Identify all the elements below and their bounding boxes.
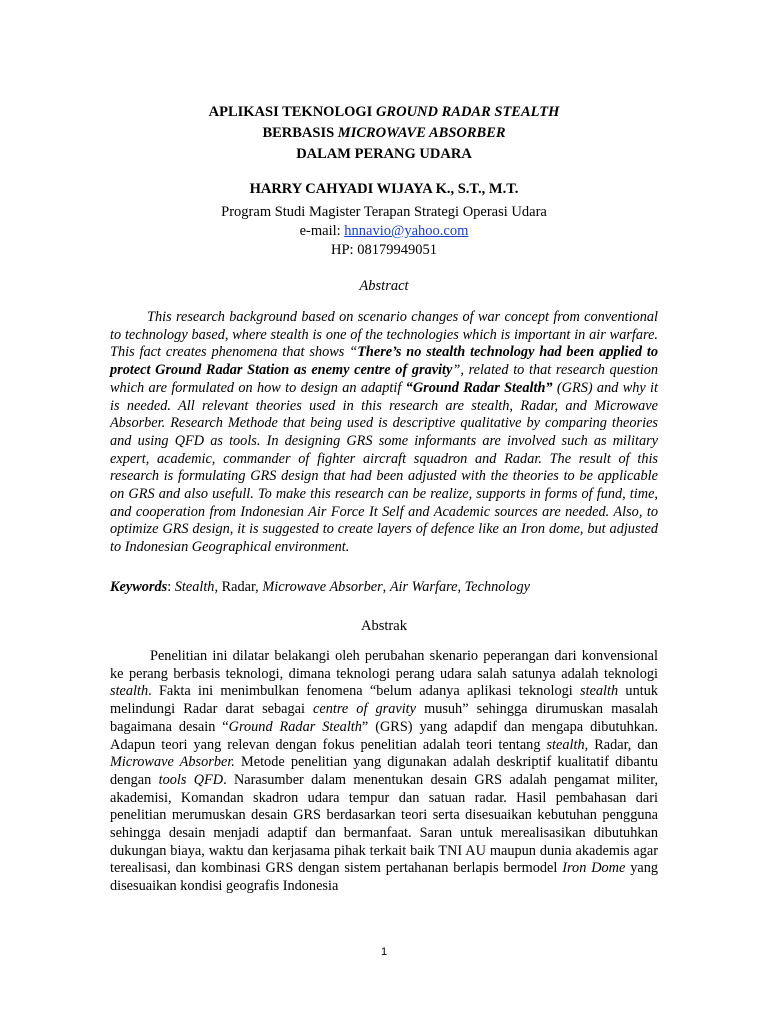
abstrak-segment-italic: Iron Dome (562, 860, 626, 877)
keyword: Air Warfare (389, 579, 458, 595)
keywords-separator: : (167, 579, 175, 595)
keyword-separator: , Radar, (214, 579, 263, 595)
title-line-2-plain: BERBASIS (262, 125, 338, 141)
abstrak-segment: ” (GRS) yang adapdif dan mengapa dibutuhkan. Adapun teori yang relevan dengan fokus penelitian adalah teori tentang (110, 718, 658, 753)
abstrak-segment-italic: Ground Radar Stealth (228, 718, 362, 735)
keyword-separator: , (457, 579, 465, 595)
abstract-body (110, 309, 658, 557)
abstract-segment: ”, related to that research question which are formulated on how to design an adaptif (110, 362, 658, 396)
author-affiliation: Program Studi Magister Terapan Strategi Operasi Udara (221, 204, 547, 220)
abstrak-segment: Penelitian ini dilatar belakangi oleh perubahan skenario peperangan dari konvensional ke perang berbasis teknologi, dimana teknologi perang udara salah satunya adalah teknologi (110, 648, 658, 682)
title-line-1-italic: GROUND RADAR STEALTH (375, 104, 560, 120)
abstrak-segment: . Narasumber dalam menentukan desain GRS adalah pengamat militer, akademisi, Komandan skadron udara tempur dan satuan radar. Hasil pembahasan dari penelitian merumuskan desain GRS berdasarkan teori serta disesuaikan kebutuhan pengguna sehingga desain menjadi adaptif dan bermanfaat. Saran untuk merealisasikan dibutuhkan dukungan biaya, waktu dan kerjasama pihak terkait baik TNI AU maupun dunia akademis agar terealisasi, dan kombinasi GRS dengan sistem pertahanan berlapis bermodel (110, 771, 659, 877)
title-line-2-italic: MICROWAVE ABSORBER (337, 125, 506, 141)
abstrak-segment-italic: Microwave Absorber. (110, 754, 235, 771)
email-link[interactable]: hnnavio@yahoo.com (344, 223, 469, 239)
abstrak-segment: musuh” sehingga dirumuskan masalah bagaimana desain “ (110, 701, 658, 735)
author-phone: HP: 08179949051 (331, 242, 437, 258)
author-name: HARRY CAHYADI WIJAYA K., S.T., M.T. (249, 181, 519, 197)
abstrak-segment: Radar, dan (588, 736, 658, 753)
keyword: Microwave Absorber (262, 579, 383, 595)
abstrak-segment: . Fakta ini menimbulkan fenomena “belum adanya aplikasi teknologi (148, 683, 581, 700)
abstrak-segment: yang disesuaikan kondisi geografis Indonesia (110, 860, 658, 895)
keyword: Stealth (174, 579, 215, 595)
page-number: 1 (380, 946, 388, 958)
abstrak-segment-italic: stealth (110, 683, 149, 700)
abstrak-body (110, 648, 658, 896)
abstrak-segment-italic: stealth, (546, 736, 589, 753)
abstract-segment-bold: There’s no stealth technology had been applied to protect Ground Radar Station as enemy centre of gravity (110, 344, 658, 379)
abstract-segment: (GRS) and why it is needed. All relevant theories used in this research are stealth, Radar, and Microwave Absorber. Research Methode that being used is descriptive qualitative by comparing theories and using QFD as tools. In designing GRS some informants are involved such as military expert, academic, commander of fighter aircraft squadron and Radar. The result of this research is formulating GRS design that had been adjusted with the theories to be applicable on GRS and also usefull. To make this research can be realize, supports in forms of fund, time, and cooperation from Indonesian Air Force It Self and Academic sources are needed. Also, to optimize GRS design, it is suggested to create layers of defence like an Iron dome, but adjusted to Indonesian Geographical environment. (110, 379, 658, 556)
abstrak-segment: Metode penelitian yang digunakan adalah deskriptif kualitatif dibantu dengan (110, 754, 658, 788)
email-label: e-mail: (299, 223, 345, 239)
title-line-1-plain: APLIKASI TEKNOLOGI (208, 104, 376, 120)
paper-title (0, 102, 768, 165)
abstrak-heading: Abstrak (361, 618, 407, 634)
keywords-label: Keywords (110, 579, 168, 595)
author-block (0, 180, 768, 260)
keyword-separator: , (382, 579, 390, 595)
title-line-3: DALAM PERANG UDARA (296, 146, 472, 162)
keyword: Technology (464, 579, 531, 595)
title-line-1 (0, 102, 768, 123)
abstract-heading: Abstract (359, 278, 409, 294)
keywords-line (110, 578, 658, 597)
abstrak-segment-italic: tools QFD (158, 771, 224, 788)
abstrak-segment-italic: stealth (580, 683, 619, 700)
abstrak-segment: untuk melindungi Radar darat sebagai (110, 683, 658, 718)
title-line-2 (0, 123, 768, 144)
abstract-segment-bold: “Ground Radar Stealth” (405, 379, 553, 396)
abstract-segment: This research background based on scenario changes of war concept from conventional to technology based, where stealth is one of the technologies which is important in air warfare. This fact creates phenomena that shows “ (110, 309, 658, 361)
abstrak-segment-italic: centre of gravity (313, 701, 416, 718)
author-email-line (0, 222, 768, 241)
